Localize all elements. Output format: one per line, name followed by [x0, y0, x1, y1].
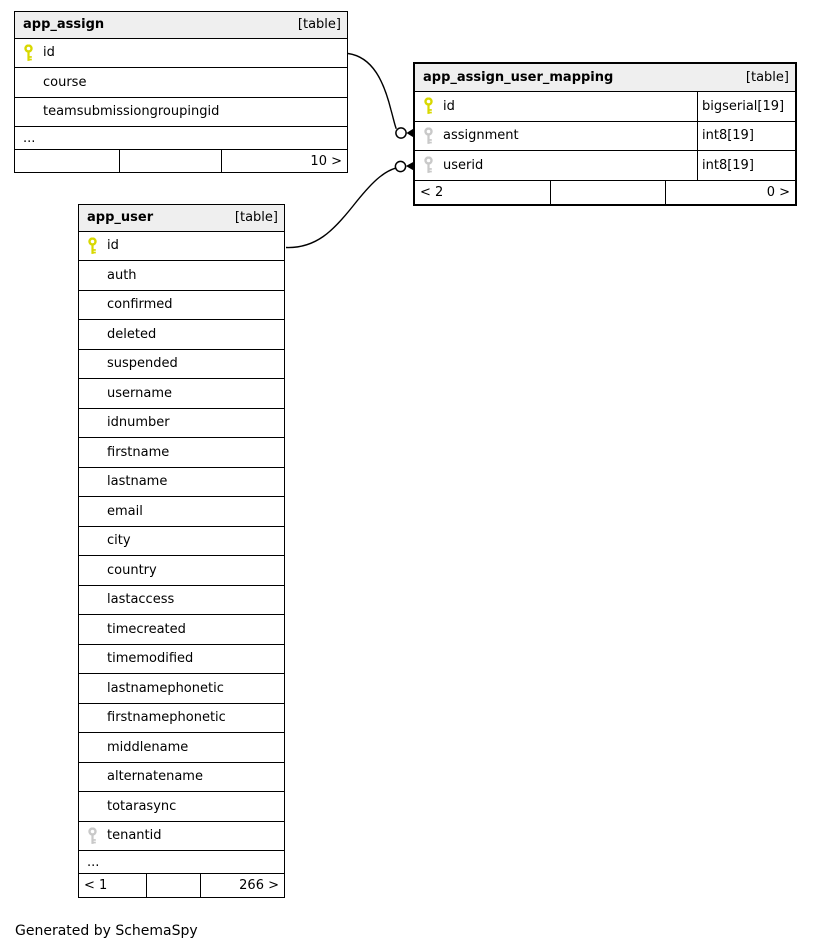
column-name: country — [107, 562, 157, 578]
table-name: app_assign — [23, 17, 105, 33]
column-name: email — [107, 503, 143, 519]
column-row-assignment[interactable] — [415, 121, 795, 151]
primary-key-icon — [24, 44, 33, 61]
relationship-path — [348, 54, 396, 129]
primary-key-icon — [88, 237, 97, 254]
table-app-user — [78, 204, 285, 898]
column-name: city — [107, 533, 131, 549]
column-row-middlename[interactable] — [79, 732, 284, 762]
column-row-id[interactable] — [415, 91, 795, 121]
column-name: auth — [107, 267, 137, 283]
table-app-assign — [14, 11, 348, 173]
column-row-idnumber[interactable] — [79, 408, 284, 438]
more-columns-indicator — [15, 126, 347, 149]
foreign-key-icon — [424, 127, 433, 144]
relationship-app-user-to-mapping — [286, 161, 415, 247]
column-name: firstname — [107, 444, 170, 460]
column-row-course[interactable] — [15, 67, 347, 97]
column-name: alternatename — [107, 769, 203, 785]
foreign-key-icon — [88, 827, 97, 844]
column-name: id — [443, 98, 455, 114]
column-name: confirmed — [107, 297, 173, 313]
column-name: timemodified — [107, 651, 194, 667]
table-name: app_user — [87, 210, 154, 226]
column-name: tenantid — [107, 828, 162, 844]
column-name: lastnamephonetic — [107, 680, 224, 696]
column-row-username[interactable] — [79, 378, 284, 408]
column-row-email[interactable] — [79, 496, 284, 526]
column-name: suspended — [107, 356, 178, 372]
column-name: userid — [443, 157, 484, 173]
ellipsis-label: ... — [87, 854, 100, 870]
column-row-timecreated[interactable] — [79, 614, 284, 644]
column-name: lastaccess — [107, 592, 175, 608]
column-row-deleted[interactable] — [79, 319, 284, 349]
child-count-cell: 266 > — [200, 874, 284, 897]
table-kind-label: [table] — [234, 210, 278, 226]
table-footer — [79, 873, 284, 897]
column-row-userid[interactable] — [415, 150, 795, 180]
column-name: id — [107, 238, 119, 254]
column-name: teamsubmissiongroupingid — [43, 104, 220, 120]
column-name: totarasync — [107, 798, 177, 814]
column-type: int8[19] — [697, 151, 795, 180]
table-app-assign-user-mapping — [413, 62, 797, 206]
column-name: middlename — [107, 739, 189, 755]
foreign-key-icon — [424, 157, 433, 174]
more-columns-indicator — [79, 850, 284, 873]
table-footer — [415, 180, 795, 205]
column-row-city[interactable] — [79, 526, 284, 556]
column-name: username — [107, 385, 172, 401]
column-row-suspended[interactable] — [79, 349, 284, 379]
column-row-auth[interactable] — [79, 260, 284, 290]
footer-spacer-cell — [550, 181, 665, 205]
column-row-totarasync[interactable] — [79, 791, 284, 821]
cardinality-circle-icon — [396, 128, 406, 138]
column-row-teamsubmissiongroupingid[interactable] — [15, 97, 347, 127]
ellipsis-label: ... — [23, 130, 36, 146]
column-row-alternatename[interactable] — [79, 762, 284, 792]
column-row-firstnamephonetic[interactable] — [79, 703, 284, 733]
footer-spacer-cell — [146, 874, 200, 897]
column-row-lastnamephonetic[interactable] — [79, 673, 284, 703]
parent-count-cell: < 1 — [84, 878, 108, 893]
column-name: timecreated — [107, 621, 186, 637]
column-row-country[interactable] — [79, 555, 284, 585]
column-name: firstnamephonetic — [107, 710, 226, 726]
table-kind-label: [table] — [297, 17, 341, 33]
column-name: course — [43, 74, 87, 90]
parent-count-cell: < 2 — [420, 184, 444, 200]
column-row-lastaccess[interactable] — [79, 585, 284, 615]
relationship-path — [286, 168, 395, 247]
column-type: bigserial[19] — [697, 92, 795, 121]
relationship-app-assign-to-mapping — [348, 54, 415, 139]
child-count-cell: 10 > — [221, 150, 347, 172]
column-name: id — [43, 45, 55, 61]
column-row-lastname[interactable] — [79, 467, 284, 497]
column-name: lastname — [107, 474, 168, 490]
cardinality-circle-icon — [395, 161, 405, 171]
generated-by-credit: Generated by SchemaSpy — [15, 923, 198, 939]
footer-spacer-cell — [119, 150, 221, 172]
primary-key-icon — [424, 98, 433, 115]
column-row-timemodified[interactable] — [79, 644, 284, 674]
column-name: assignment — [443, 128, 519, 144]
column-name: idnumber — [107, 415, 170, 431]
column-row-tenantid[interactable] — [79, 821, 284, 851]
column-row-confirmed[interactable] — [79, 290, 284, 320]
column-name: deleted — [107, 326, 157, 342]
column-row-id[interactable] — [79, 231, 284, 261]
table-kind-label: [table] — [745, 70, 789, 85]
table-name: app_assign_user_mapping — [423, 70, 614, 85]
table-footer — [15, 149, 347, 172]
parent-count-cell — [15, 150, 119, 172]
table-header-app-assign[interactable] — [15, 12, 347, 38]
child-count-cell: 0 > — [665, 181, 795, 205]
table-header-app-user[interactable] — [79, 205, 284, 231]
column-row-firstname[interactable] — [79, 437, 284, 467]
column-row-id[interactable] — [15, 38, 347, 68]
table-header-app-assign-user-mapping[interactable] — [415, 64, 795, 91]
column-type: int8[19] — [697, 122, 795, 151]
